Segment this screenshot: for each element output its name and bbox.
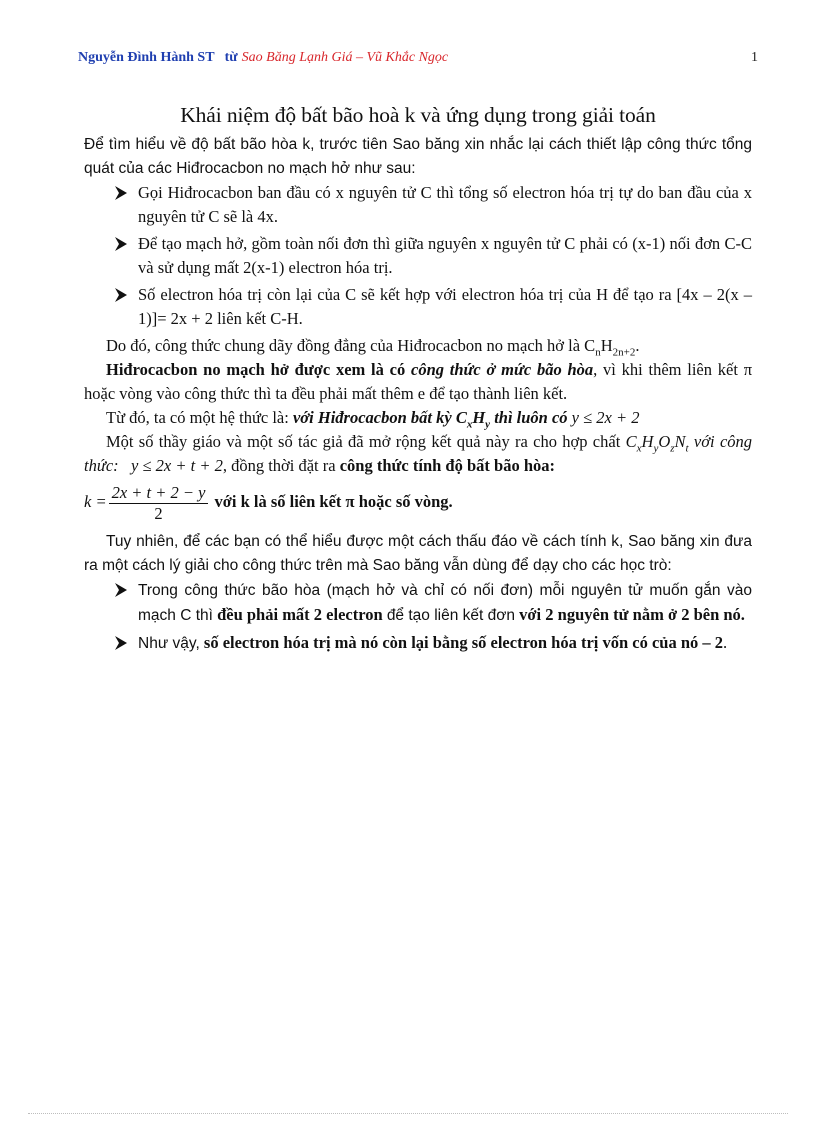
list-item: [114, 181, 752, 229]
list-item-text: Số electron hóa trị còn lại của C sẽ kết hợp với electron hóa trị của H để tạo ra [4x – 2(x – 1)]= 2x + 2 liên kết C-H.: [138, 285, 752, 328]
list-item: [114, 283, 752, 331]
extended-inequality: y ≤ 2x + t + 2: [131, 456, 223, 475]
list-item-text: Gọi Hiđrocacbon ban đầu có x nguyên tử C thì tổng số electron hóa trị tự do ban đầu của x nguyên tử C sẽ là 4x.: [138, 183, 752, 226]
hydrocarbon-formula: $C_xH_y$: [455, 408, 491, 431]
saturation-formula-line: k = $\frac{2x + t + 2 - y}{2}$ với k là số liên kết π hoặc số vòng.: [84, 482, 453, 523]
document-body: [84, 103, 752, 659]
list-item: Trong công thức bão hòa (mạch hở và chỉ có nối đơn) mỗi nguyên tử muốn gắn vào mạch C thì đều phải mất 2 electron để tạo liên kết đơn với 2 nguyên tử nằm ở 2 bên nó.: [114, 578, 752, 628]
arrow-bullet-icon: [114, 635, 128, 651]
however-paragraph: Tuy nhiên, để các bạn có thể hiểu được một cách thấu đáo về cách tính k, Sao băng xin đưa ra một cách lý giải cho công thức trên mà Sao băng vẫn dùng để dạy cho các học trò:: [84, 532, 752, 574]
fraction-numerator: 2x + t + 2 − y: [109, 483, 209, 504]
arrow-bullet-icon: [114, 236, 128, 252]
header-from: từ: [224, 50, 238, 65]
page-header: [78, 50, 758, 66]
inequality: y ≤ 2x + 2: [571, 408, 640, 427]
list-item: Như vậy, số electron hóa trị mà nó còn lại bằng số electron hóa trị vốn có của nó – 2.: [114, 631, 752, 656]
list-item-text: Để tạo mạch hở, gồm toàn nối đơn thì giữa nguyên x nguyên tử C phải có (x-1) nối đơn C-C và sử dụng mất 2(x-1) electron hóa trị.: [138, 234, 752, 277]
arrow-bullet-icon: [114, 582, 128, 598]
k-label: k =: [84, 492, 107, 511]
general-formula-paragraph: Do đó, công thức chung dãy đồng đẳng của Hiđrocacbon no mạch hở là $C_nH_{2n+2}$.: [106, 336, 640, 359]
saturation-fraction: [109, 483, 209, 524]
construction-steps-list: [114, 181, 752, 331]
fraction-denominator: 2: [154, 503, 163, 523]
extension-paragraph: Một số thầy giáo và một số tác giả đã mở rộng kết quả này ra cho hợp chất $C_xH_yO_zN_t$ với công thức: y ≤ 2x + t + 2, đồng thời đặt ra công thức tính độ bất bão hòa:: [84, 432, 753, 475]
arrow-bullet-icon: [114, 287, 128, 303]
header-author: Nguyễn Đình Hành ST: [78, 50, 215, 65]
explanation-list: [114, 578, 752, 656]
relation-paragraph: Từ đó, ta có một hệ thức là: với Hiđrocacbon bất kỳ $C_xH_y$ thì luôn có y ≤ 2x + 2: [106, 408, 640, 431]
page-bottom-rule: [28, 1113, 788, 1114]
list-item: [114, 232, 752, 280]
intro-paragraph: Để tìm hiểu về độ bất bão hòa k, trước tiên Sao băng xin nhắc lại cách thiết lập công thức tổng quát của các Hiđrocacbon no mạch hở như sau:: [84, 136, 752, 177]
compound-formula: $C_xH_yO_zN_t$: [625, 432, 689, 455]
page-number: 1: [751, 50, 758, 65]
arrow-bullet-icon: [114, 185, 128, 201]
page-title: Khái niệm độ bất bão hoà k và ứng dụng trong giải toán: [180, 103, 656, 127]
general-formula: $C_nH_{2n+2}$.: [584, 336, 640, 359]
header-source: Sao Băng Lạnh Giá – Vũ Khắc Ngọc: [241, 50, 449, 65]
saturated-paragraph: Hiđrocacbon no mạch hở được xem là có công thức ở mức bão hòa, vì khi thêm liên kết π hoặc vòng vào công thức thì ta đều phải mất thêm e để tạo thành liên kết.: [84, 360, 753, 403]
